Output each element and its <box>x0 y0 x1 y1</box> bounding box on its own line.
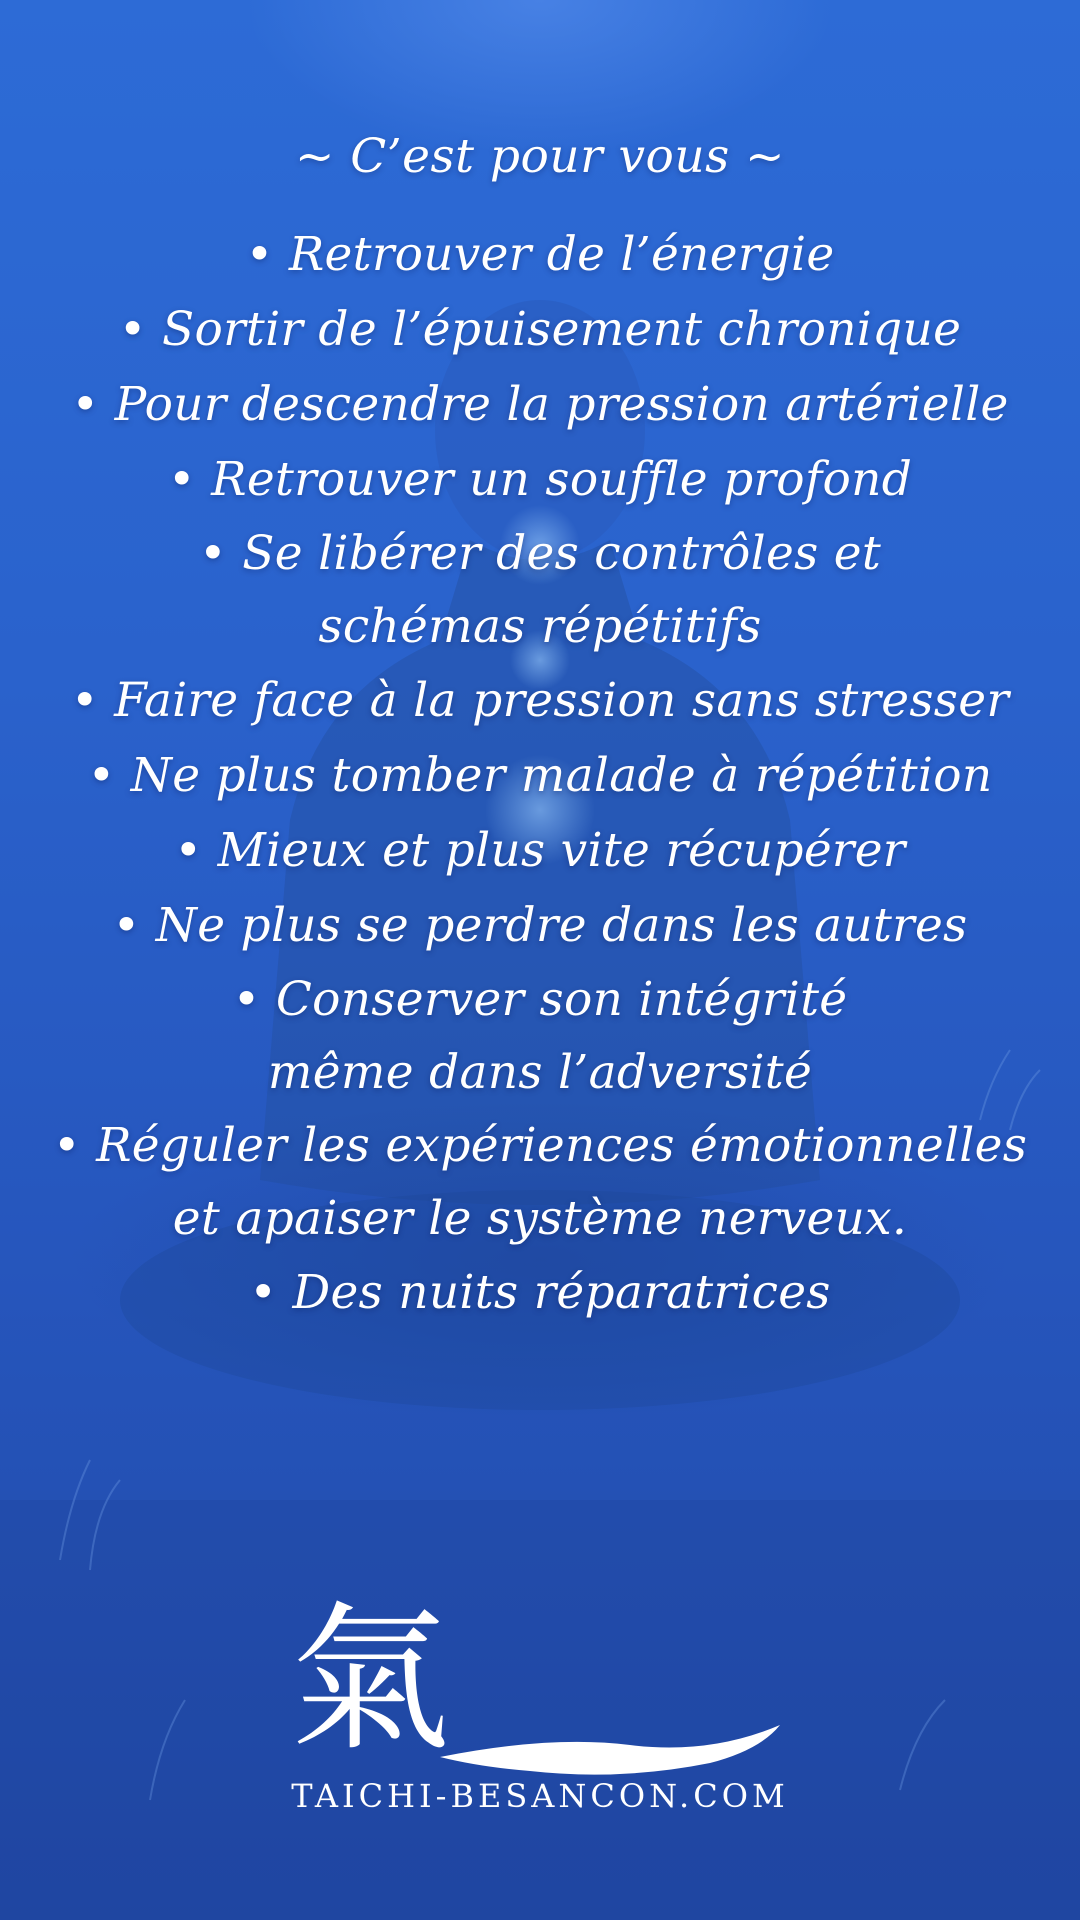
benefits-list <box>0 217 1080 1330</box>
qi-calligraphy-logo-icon <box>290 1585 790 1775</box>
benefit-item: • Ne plus tomber malade à répétition <box>87 748 993 803</box>
benefit-item: • Sortir de l’épuisement chronique <box>118 302 962 357</box>
benefit-item: • Pour descendre la pression artérielle <box>71 377 1009 432</box>
benefit-item: • Se libérer des contrôles et schémas répétitifs <box>198 526 882 654</box>
website-link[interactable]: TAICHI-BESANCON.COM <box>291 1777 789 1815</box>
benefit-item: • Faire face à la pression sans stresser <box>70 673 1010 728</box>
benefit-item: • Conserver son intégrité même dans l’adversité <box>232 972 848 1100</box>
benefit-item: • Retrouver de l’énergie <box>245 227 835 282</box>
benefit-item: • Réguler les expériences émotionnelles et apaiser le système nerveux. <box>52 1118 1028 1246</box>
benefit-item: • Mieux et plus vite récupérer <box>174 823 906 878</box>
heading: ~ C’est pour vous ~ <box>294 129 786 184</box>
benefit-item: • Ne plus se perdre dans les autres <box>112 898 968 953</box>
benefit-item: • Des nuits réparatrices <box>249 1265 831 1320</box>
qi-glyph: 氣 <box>290 1586 451 1773</box>
logo <box>0 1585 1080 1825</box>
content <box>0 122 1080 1330</box>
benefit-item: • Retrouver un souffle profond <box>167 452 913 507</box>
